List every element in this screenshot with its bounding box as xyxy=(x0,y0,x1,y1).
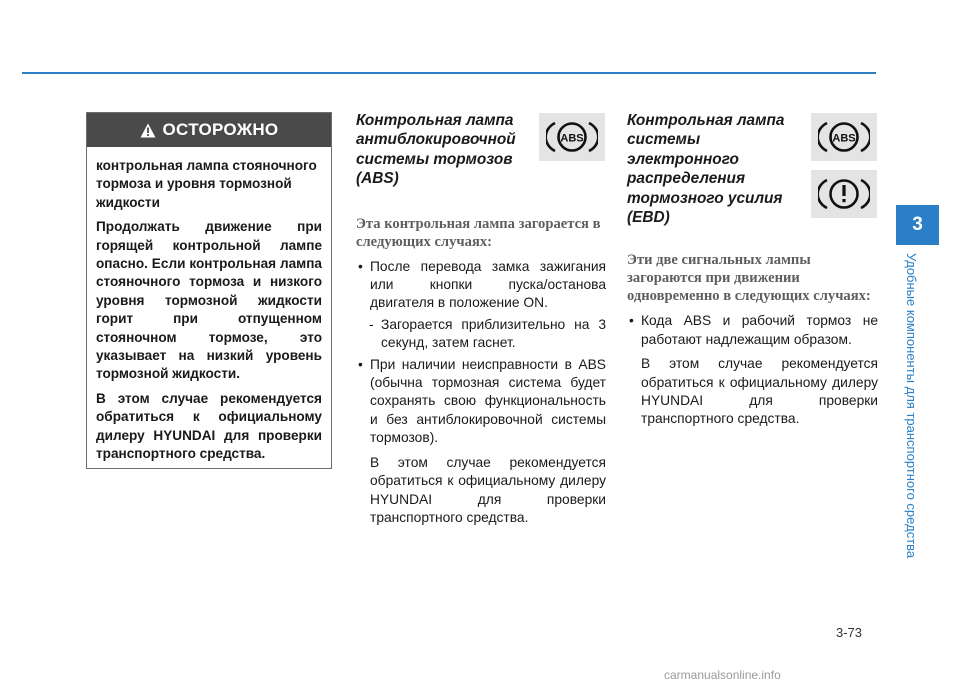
bullet-mark: • xyxy=(358,356,363,372)
top-rule xyxy=(22,72,876,74)
warning-body xyxy=(87,147,331,464)
svg-text:ABS: ABS xyxy=(560,132,584,145)
page-number: 3-73 xyxy=(836,625,863,640)
watermark: carmanualsonline.info xyxy=(664,668,781,682)
list-item-followup: В этом случае рекомендуется обратиться к официальному дилеру HYUNDAI для проверки транспортного средства. xyxy=(641,356,878,427)
list-item-text: Кода ABS и рабочий тормоз не работают надлежащим образом. xyxy=(641,313,878,347)
bullet-mark: • xyxy=(358,258,363,274)
warning-box xyxy=(86,112,332,469)
ebd-body xyxy=(627,312,878,428)
warning-paragraph: В этом случае рекомендуется обратиться к официальному дилеру HYUNDAI для проверки транспортного средства. xyxy=(96,390,322,462)
list-item xyxy=(627,312,878,349)
abs-warning-icon xyxy=(539,113,605,161)
chapter-title: Удобные компоненты для транспортного средства xyxy=(904,253,919,559)
warning-header xyxy=(87,113,331,147)
chapter-number-tab: 3 xyxy=(896,205,939,245)
ebd-heading: Контрольная лампа системы электронного распределения тормозного усилия (EBD) xyxy=(627,112,785,227)
list-item xyxy=(356,258,606,313)
abs-intro: Эта контрольная лампа загорается в следующих случаях: xyxy=(356,215,601,250)
abs-body xyxy=(356,258,606,528)
bullet-mark: • xyxy=(629,313,634,329)
list-subitem-text: Загорается приблизительно на 3 секунд, затем гаснет. xyxy=(381,316,606,351)
list-item-text: При наличии неисправности в ABS (обычна тормозная система будет сохранять свою функциональность и без антиблокировочной системы тормозов). xyxy=(370,356,606,446)
abs-heading: Контрольная лампа антиблокировочной системы тормозов (ABS) xyxy=(356,112,516,188)
dash-mark: - xyxy=(369,316,374,332)
list-item-text: После перевода замка зажигания или кнопки пуска/останова двигателя в положение ON. xyxy=(370,258,606,311)
svg-text:ABS: ABS xyxy=(832,132,856,145)
list-item-followup: В этом случае рекомендуется обратиться к официальному дилеру HYUNDAI для проверки транспортного средства. xyxy=(370,454,606,525)
warning-paragraph: контрольная лампа стояночного тормоза и уровня тормозной жидкости xyxy=(96,158,317,210)
brake-warning-icon xyxy=(811,170,877,218)
abs-warning-icon xyxy=(811,113,877,161)
warning-paragraph: Продолжать движение при горящей контрольной лампе опасно. Если контрольная лампа стояночного тормоза и низкого уровня тормозной жидкости горит при отпущенном стояночном тормозе, это указывает на низкий уровень тормозной жидкости. xyxy=(96,219,322,382)
ebd-intro: Эти две сигнальных лампы загораются при движении одновременно в следующих случаях: xyxy=(627,252,871,305)
warning-triangle-icon xyxy=(140,123,156,138)
list-subitem xyxy=(356,316,606,353)
warning-title: ОСТОРОЖНО xyxy=(162,120,279,139)
list-item xyxy=(356,356,606,448)
abs-section xyxy=(356,111,606,527)
